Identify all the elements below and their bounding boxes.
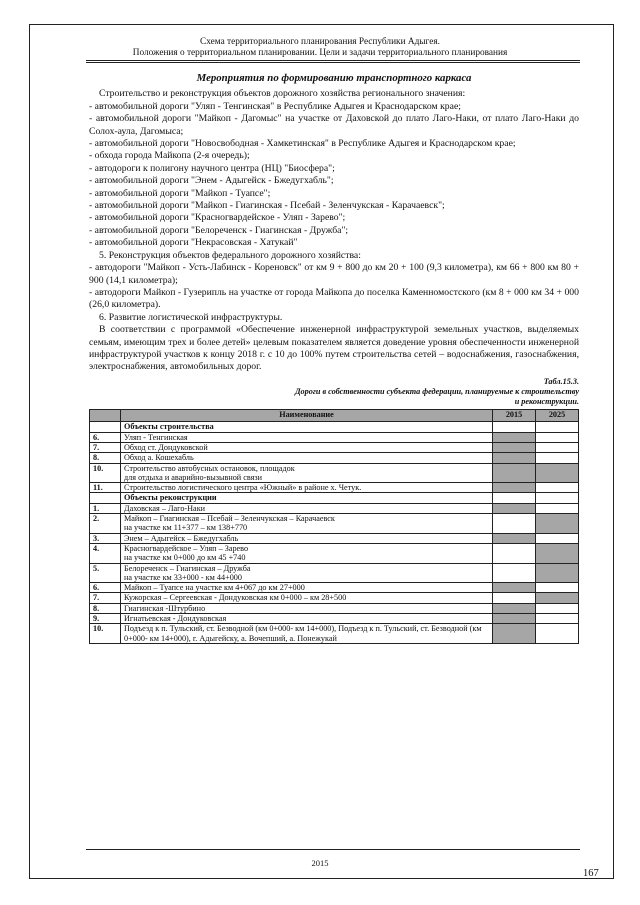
table-row — [90, 453, 579, 463]
table-row — [90, 503, 579, 513]
row-name: Обход ст. Дондуковской — [121, 442, 493, 452]
table-number: Табл.15.3. — [543, 376, 579, 386]
header-line-2: Положения о территориальном планировании. Цели и задачи территориального планирования — [132, 48, 508, 58]
cell-2015 — [493, 614, 536, 624]
cell-2015 — [493, 463, 536, 483]
row-name: Энем – Адыгейск – Бжедугхабль — [121, 533, 493, 543]
paragraph: - обхода города Майкопа (2-я очередь); — [89, 150, 250, 162]
row-number: 10. — [90, 624, 121, 644]
cell-2025 — [536, 603, 579, 613]
table-row — [90, 442, 579, 452]
document-body — [89, 72, 579, 644]
cell-2015 — [493, 563, 536, 583]
row-number: 6. — [90, 432, 121, 442]
table-row — [90, 624, 579, 644]
row-number: 8. — [90, 453, 121, 463]
header-cell-number — [90, 410, 121, 422]
table-header-row — [90, 410, 579, 422]
cell-2015 — [493, 453, 536, 463]
header-rule — [86, 60, 580, 61]
row-number: 2. — [90, 514, 121, 534]
paragraph: 6. Развитие логистической инфраструктуры. — [99, 311, 283, 323]
cell-2015 — [493, 533, 536, 543]
table-row — [90, 463, 579, 483]
cell-2015 — [493, 514, 536, 534]
cell-2025 — [536, 543, 579, 563]
paragraph: - автомобильной дороги "Некрасовская - Хатукай" — [89, 237, 298, 249]
paragraph: - автомобильной дороги "Белореченск - Гиагинская - Дружба"; — [89, 224, 349, 236]
row-name: Подъезд к п. Тульский, ст. Безводной (км 0+000- км 14+000), Подъезд к п. Тульский, ст. Безводной (км 0+000- км 14+000), г. Адыгейску, а. Вочепший, а. Понежукай — [121, 624, 493, 644]
cell-2015 — [493, 503, 536, 513]
table-section-row — [90, 493, 579, 503]
paragraph: Строительство и реконструкция объектов дорожного хозяйства регионального значения: — [99, 88, 466, 100]
section-title: Мероприятия по формированию транспортного каркаса — [196, 72, 472, 84]
table-row — [90, 603, 579, 613]
row-number: 5. — [90, 563, 121, 583]
table-body — [90, 422, 579, 644]
footer-year: 2015 — [311, 858, 329, 868]
table-row — [90, 533, 579, 543]
table-row — [90, 593, 579, 603]
header-cell-name: Наименование — [121, 410, 493, 422]
cell-2015 — [493, 593, 536, 603]
table-title-line-1: Дороги в собственности субъекта федерации, планируемые к строительству — [294, 386, 579, 396]
row-number: 8. — [90, 603, 121, 613]
paragraph: - автодороги к полигону научного центра (НЦ) "Биосфера"; — [89, 162, 335, 174]
table-title-line-2: и реконструкции. — [514, 397, 579, 407]
cell-2015 — [493, 432, 536, 442]
row-number: 1. — [90, 503, 121, 513]
row-name: Игнатьевская - Дондуковская — [121, 614, 493, 624]
row-name: Обход а. Кошехабль — [121, 453, 493, 463]
row-number — [90, 422, 121, 432]
cell-2025 — [536, 593, 579, 603]
row-name: Белореченск – Гиагинская – Дружба на участке км 33+000 - км 44+000 — [121, 563, 493, 583]
cell-2025 — [536, 442, 579, 452]
row-name: Объекты реконструкции — [121, 493, 493, 503]
row-number: 3. — [90, 533, 121, 543]
table-row — [90, 614, 579, 624]
row-name: Даховская – Лаго-Наки — [121, 503, 493, 513]
cell-2025 — [536, 453, 579, 463]
table-row — [90, 563, 579, 583]
row-number: 4. — [90, 543, 121, 563]
cell-2015 — [493, 442, 536, 452]
table-row — [90, 432, 579, 442]
paragraph: - автомобильной дороги "Майкоп - Туапсе"; — [89, 187, 271, 199]
cell-2015 — [493, 493, 536, 503]
paragraph: - автомобильной дороги "Уляп - Тенгинская" в Республике Адыгея и Краснодарском крае; — [89, 100, 461, 112]
cell-2025 — [536, 624, 579, 644]
cell-2025 — [536, 483, 579, 493]
cell-2015 — [493, 624, 536, 644]
table-row — [90, 543, 579, 563]
roads-table — [89, 409, 579, 644]
row-number — [90, 493, 121, 503]
paragraph: - автомобильной дороги "Красногвардейское - Уляп - Зарево"; — [89, 212, 346, 224]
row-name: Майкоп – Туапсе на участке км 4+067 до км 27+000 — [121, 583, 493, 593]
header-line-1: Схема территориального планирования Республики Адыгея. — [200, 37, 440, 47]
paragraph: - автомобильной дороги "Новосвободная - Хамкетинская" в Республике Адыгея и Краснодарском крае; — [89, 138, 516, 150]
table-section-row — [90, 422, 579, 432]
row-name: Объекты строительства — [121, 422, 493, 432]
paragraph: - автодороги Майкоп - Гузерипль на участке от города Майкопа до поселка Каменномостского (км 8 + 000 км 34 + 000 (26,0 километра). — [89, 286, 579, 311]
footer-rule — [86, 849, 580, 850]
table-caption — [89, 377, 579, 408]
paragraph: - автомобильной дороги "Энем - Адыгейск - Бжедугхабль"; — [89, 175, 334, 187]
row-name: Строительство автобусных остановок, площадок для отдыха и аварийно-вызывной связи — [121, 463, 493, 483]
header-cell-2015: 2015 — [493, 410, 536, 422]
row-name: Кужорская – Сергеевская - Дондуковская км 0+000 – км 28+500 — [121, 593, 493, 603]
paragraph: - автодороги "Майкоп - Усть-Лабинск - Кореновск" от км 9 + 800 до км 20 + 100 (9,3 километра), км 66 + 800 км 80 + 900 (14,1 километра); — [89, 262, 579, 286]
cell-2025 — [536, 514, 579, 534]
header-rule-2 — [86, 62, 580, 63]
table-row — [90, 583, 579, 593]
cell-2025 — [536, 432, 579, 442]
header-cell-2025: 2025 — [536, 410, 579, 422]
row-number: 9. — [90, 614, 121, 624]
cell-2025 — [536, 563, 579, 583]
cell-2015 — [493, 483, 536, 493]
row-number: 6. — [90, 583, 121, 593]
cell-2015 — [493, 583, 536, 593]
cell-2025 — [536, 422, 579, 432]
paragraph: - автомобильной дороги "Майкоп - Гиагинская - Псебай - Зеленчукская - Карачаевск"; — [89, 200, 445, 212]
row-number: 10. — [90, 463, 121, 483]
row-name: Майкоп – Гиагинская – Псебай – Зеленчукская – Карачаевск на участке км 11+377 – км 138+770 — [121, 514, 493, 534]
row-name: Гиагинская -Штурбино — [121, 603, 493, 613]
cell-2015 — [493, 603, 536, 613]
row-name: Красногвардейское – Уляп – Зарево на участке км 0+000 до км 45 +740 — [121, 543, 493, 563]
cell-2025 — [536, 463, 579, 483]
paragraph: 5. Реконструкция объектов федерального дорожного хозяйства: — [99, 249, 361, 261]
row-number: 7. — [90, 593, 121, 603]
paragraph: В соответствии с программой «Обеспечение инженерной инфраструктурой земельных участков, выделяемых семьям, имеющим трех и более детей» целевым показателем является доведение уровня обеспеченности инженерной инфраструктурой участков к концу 2018 г. с 10 до 100% путем строительства сетей – водоснабжения, газоснабжения, электроснабжения, автомобильных дорог. — [89, 324, 579, 373]
row-name: Строительство логистического центра «Южный» в районе х. Четук. — [121, 483, 493, 493]
row-number: 7. — [90, 442, 121, 452]
table-row — [90, 483, 579, 493]
page-number: 167 — [583, 868, 599, 879]
row-number: 11. — [90, 483, 121, 493]
cell-2025 — [536, 614, 579, 624]
cell-2025 — [536, 533, 579, 543]
paragraph: - автомобильной дороги "Майкоп - Дагомыс" на участке от Даховской до плато Лаго-Наки, от плато Лаго-Наки до Солох-аула, Дагомыса; — [89, 113, 579, 137]
table-row — [90, 514, 579, 534]
cell-2025 — [536, 493, 579, 503]
cell-2015 — [493, 543, 536, 563]
row-name: Уляп - Тенгинская — [121, 432, 493, 442]
cell-2025 — [536, 503, 579, 513]
cell-2025 — [536, 583, 579, 593]
cell-2015 — [493, 422, 536, 432]
